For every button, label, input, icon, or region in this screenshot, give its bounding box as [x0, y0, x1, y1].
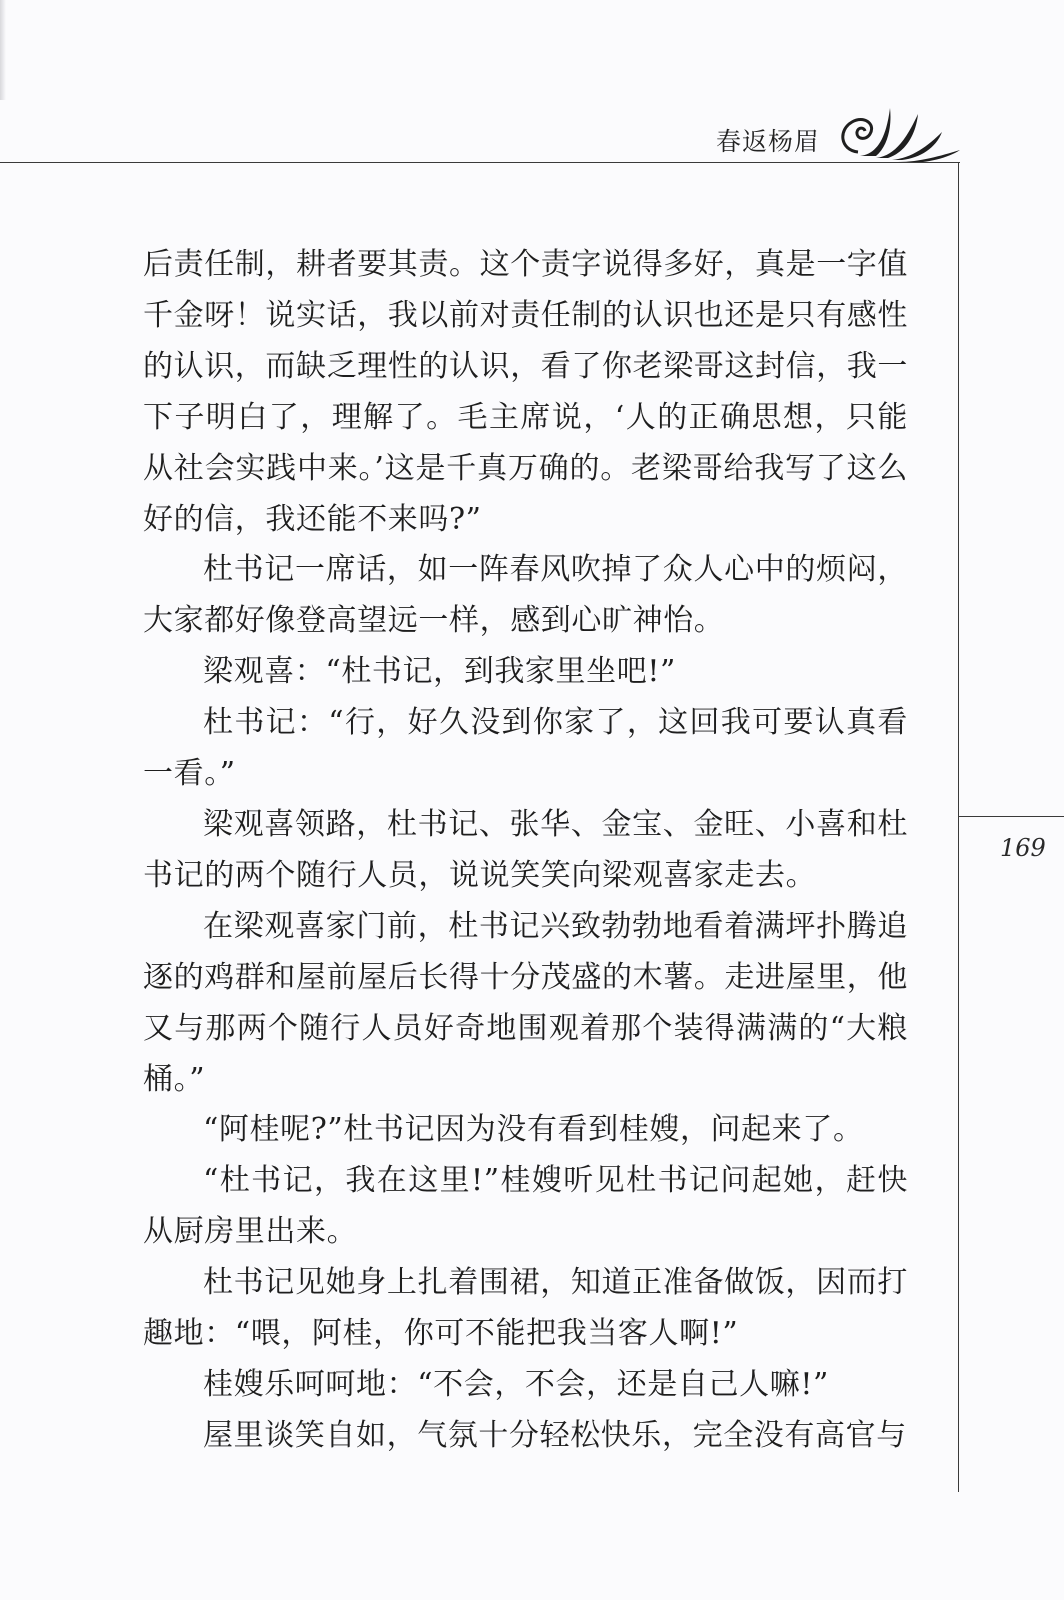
running-header-title: 春返杨眉	[716, 127, 821, 156]
header-rule	[0, 162, 960, 163]
paragraph: 在梁观喜家门前，杜书记兴致勃勃地看着满坪扑腾追逐的鸡群和屋前屋后长得十分茂盛的木薯。走进屋里，他又与那两个随行人员好奇地围观着那个装得满满的“大粮桶。”	[143, 908, 908, 1097]
page-number: 169	[1000, 834, 1046, 862]
page-edge-shadow	[0, 0, 6, 100]
body-text	[143, 240, 908, 1462]
paragraph: “杜书记，我在这里!”桂嫂听见杜书记问起她，赶快从厨房里出来。	[143, 1163, 908, 1250]
paragraph: 桂嫂乐呵呵地：“不会，不会，还是自己人嘛!”	[203, 1366, 829, 1402]
margin-rule	[958, 162, 959, 1492]
paragraph: 屋里谈笑自如，气氛十分轻松快乐，完全没有高官与	[203, 1417, 907, 1453]
paragraph: 杜书记见她身上扎着围裙，知道正准备做饭，因而打趣地：“喂，阿桂，你可不能把我当客人啊!”	[143, 1265, 908, 1352]
paragraph: 杜书记一席话，如一阵春风吹掉了众人心中的烦闷，大家都好像登高望远一样，感到心旷神怡。	[143, 552, 908, 639]
paragraph: 后责任制，耕者要其责。这个责字说得多好，真是一字值千金呀！说实话，我以前对责任制的认识也还是只有感性的认识，而缺乏理性的认识，看了你老梁哥这封信，我一下子明白了，理解了。毛主席说，‘人的正确思想，只能从社会实践中来。’这是千真万确的。老梁哥给我写了这么好的信，我还能不来吗?”	[143, 247, 908, 537]
page-number-rule	[958, 816, 1064, 817]
leaf-ornament-icon	[836, 100, 962, 164]
paragraph: “阿桂呢?”杜书记因为没有看到桂嫂，问起来了。	[203, 1112, 864, 1148]
paragraph: 梁观喜：“杜书记，到我家里坐吧!”	[203, 654, 676, 690]
paragraph: 梁观喜领路，杜书记、张华、金宝、金旺、小喜和杜书记的两个随行人员，说说笑笑向梁观喜家走去。	[143, 806, 908, 893]
paragraph: 杜书记：“行，好久没到你家了，这回我可要认真看一看。”	[143, 705, 908, 792]
